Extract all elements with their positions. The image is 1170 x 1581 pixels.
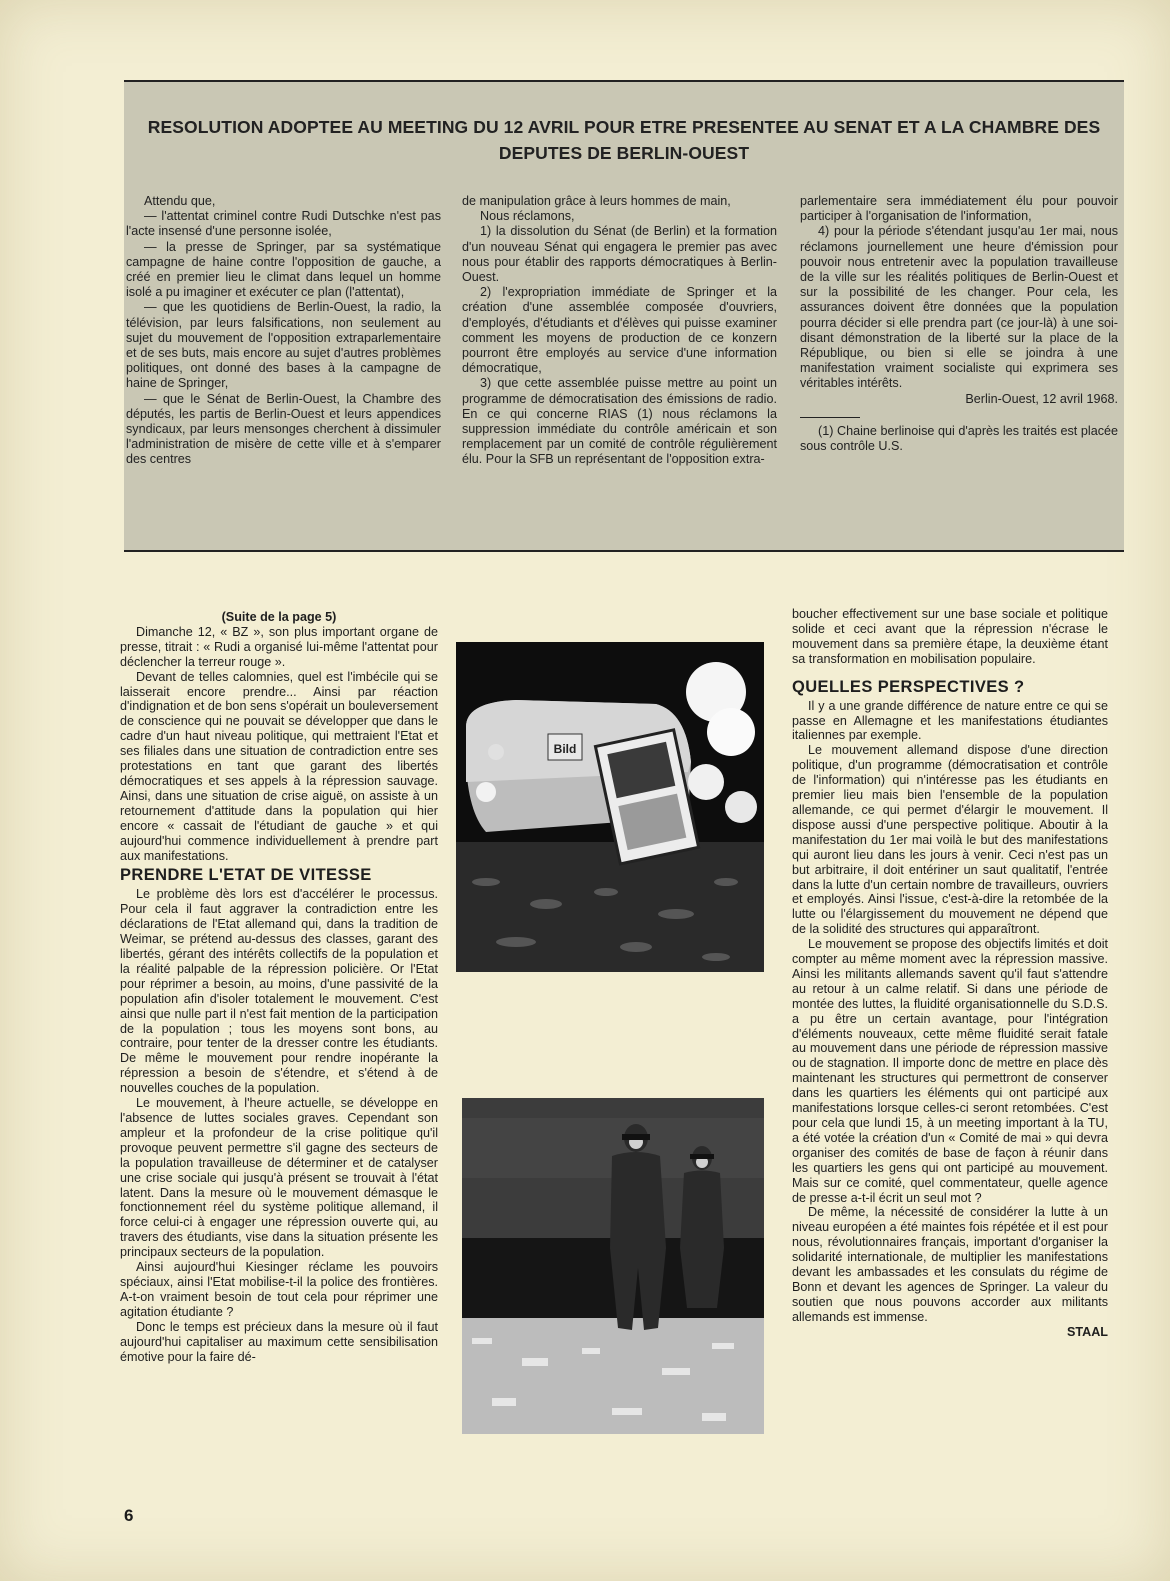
section-heading: PRENDRE L'ETAT DE VITESSE xyxy=(120,866,372,885)
resolution-paragraph: — l'attentat criminel contre Rudi Dutschke n'est pas l'acte insensé d'une personne isolée, xyxy=(126,209,441,239)
article-paragraph: De même, la nécessité de considérer la lutte à un niveau européen a été maintes fois répétée et il est pour nous, révolutionnaires français, important d'organiser la solidarité internationale, de multiplier les manifestations devant les ambassades et les consulats du régime de Bonn et devant les agences de Springer. La valeur du soutien que nous pouvons accorder aux militants allemands est immense. xyxy=(792,1205,1108,1324)
resolution-column-3 xyxy=(800,194,1118,454)
photo-policemen xyxy=(462,1098,764,1434)
section-heading: QUELLES PERSPECTIVES ? xyxy=(792,677,1025,696)
article-left-column xyxy=(120,610,438,1364)
resolution-footnote: (1) Chaine berlinoise qui d'après les traités est placée sous contrôle U.S. xyxy=(800,423,1118,454)
resolution-paragraph: 4) pour la période s'étendant jusqu'au 1er mai, nous réclamons journellement une heure d'émission pour pouvoir nous entretenir avec la population travailleuse de la ville sur les réalités politiques de Berlin-Ouest et sur la possibilité de les changer. Pour cela, les assurances doivent être données que la population pourra décider si elle prendra part (ce jour-là) à une soi-disant démonstration de la liberté sur la place de la République, ou bien si elle se joindra à une manifestation vraiment socialiste qui exprimera ses véritables intérêts. xyxy=(800,224,1118,391)
resolution-column-2 xyxy=(462,194,777,468)
page-number: 6 xyxy=(124,1506,134,1525)
resolution-title-line2: DEPUTES DE BERLIN-OUEST xyxy=(498,143,750,163)
resolution-paragraph: 1) la dissolution du Sénat (de Berlin) et la formation d'un nouveau Sénat qui engagera le premier pas avec nous pour établir des rapports démocratiques à Berlin-Ouest. xyxy=(462,224,777,285)
resolution-box xyxy=(124,80,1124,552)
resolution-paragraph: 3) que cette assemblée puisse mettre au point un programme de démocratisation des émissions de radio. En ce qui concerne RIAS (1) nous réclamons la suppression immédiate du contrôle américain et son remplacement par un comité de contrôle régulièrement élu. Pour la SFB un représentant de l'opposition extra- xyxy=(462,376,777,467)
resolution-title xyxy=(124,114,1124,166)
resolution-paragraph: Nous réclamons, xyxy=(480,209,575,224)
article-paragraph: Il y a une grande différence de nature entre ce qui se passe en Allemagne et les manifestations étudiantes italiennes par exemple. xyxy=(792,698,1108,743)
article-signature: STAAL xyxy=(1066,1324,1108,1339)
resolution-paragraph: parlementaire sera immédiatement élu pour pouvoir participer à l'organisation de l'information, xyxy=(800,194,1118,224)
article-paragraph: Devant de telles calomnies, quel est l'imbécile qui se laisserait encore prendre... Ainsi par réaction d'indignation et de bon sens s'opérait un bouleversement de conscience qui ne pouvait se développer que dans le cadre d'un haut niveau politique, qui mettraient l'Etat et ses filiales dans une situation de contradiction entre ses protestations en tant que garant des libertés démocratiques et ses appels à la répression sauvage. Ainsi, dans une situation de crise aiguë, on assiste à un retournement d'attitude dans la population qui hier encore « cassait de l'étudiant de gauche » et qui aujourd'hui commence individuellement à prendre part aux manifestations. xyxy=(120,669,438,863)
resolution-signature: Berlin-Ouest, 12 avril 1968. xyxy=(965,391,1118,406)
article-paragraph: boucher effectivement sur une base sociale et politique solide et ceci avant que la répression n'écrase le mouvement dans sa première étape, la deuxième étant sa transformation en mobilisation populaire. xyxy=(792,607,1108,666)
article-paragraph: Le mouvement se propose des objectifs limités et doit compter au même moment avec la répression massive. Ainsi les militants allemands savent qu'il faut s'attendre au retour à un calme relatif. Si dans une période de montée des luttes, la fluidité organisationnelle du S.D.S. a pu être un certain avantage, pour l'intégration d'éléments nouveaux, cette même fluidité serait fatale au mouvement dans une période de répression massive ou de stagnation. Il importe donc de mettre en place dès maintenant les structures qui permettront de conserver dans les quartiers les éléments qui ont participé aux manifestations lorsque celles-ci seront retombées. C'est pour cela que lundi 15, à un meeting important à la TU, a été votée la création d'un « Comité de mai » qui devra organiser des comités de base de façon à réunir dans les quartiers les gens qui ont participé au mouvement. Mais sur ce comité, quel commentateur, quelle agence de presse a-t-il écrit un seul mot ? xyxy=(792,937,1108,1205)
resolution-paragraph: de manipulation grâce à leurs hommes de main, xyxy=(462,194,731,208)
article-paragraph: Le mouvement allemand dispose d'une direction politique, d'un programme (démocratisation et contrôle de l'information) qui n'intéresse pas les étudiants en premier lieu mais bien l'ensemble de la population allemande, ce qui permet d'élargir le mouvement. Il dispose aussi d'une perspective politique. Aboutir à la manifestation du 1er mai voilà le but des manifestations qui auront lieu dans les jours à venir. Ceci n'est pas un but arbitraire, il doit entériner un saut qualitatif, l'entrée dans la lutte d'un certain nombre de travailleurs, ouvriers et employés. Ainsi l'issue, c'est-à-dire la retombée de la lutte ou l'élargissement du mouvement ne dépend que de la solidité des structures qui apparaîtront. xyxy=(792,743,1109,937)
resolution-paragraph: — que le Sénat de Berlin-Ouest, la Chambre des députés, les partis de Berlin-Ouest et leurs appendices syndicaux, par leurs mensonges cherchent à dissimuler l'administration de misère de cette ville et à s'emparer des centres xyxy=(126,391,441,467)
article-paragraph: Le mouvement, à l'heure actuelle, se développe en l'absence de luttes sociales graves. Cependant son ampleur et la profondeur de la crise politique qu'il provoque peuvent permettre s'il gagne des secteurs de la population travailleuse de déterminer et de catalyser une crise sociale qui jusqu'à présent se trouvait à l'état latent. Dans la mesure où le mouvement démasque le fonctionnement réel du système politique allemand, il force celui-ci à engager une répression ouverte qui, au travers des étudiants, vise dans la situation présente les principaux secteurs de la population. xyxy=(120,1096,438,1260)
resolution-column-1 xyxy=(126,194,441,468)
resolution-paragraph: Attendu que, xyxy=(144,194,216,208)
article-paragraph: Le problème dès lors est d'accélérer le processus. Pour cela il faut aggraver la contradiction entre les déclarations de l'Etat allemand qui, dans la tradition de Weimar, se prétend au-dessus des classes, garant des libertés, gérant des intérêts collectifs de la population et la réalité palpable de la répression policière. Or l'Etat pour réprimer a besoin, au moins, d'une passivité de la population afin d'isoler totalement le mouvement. C'est ainsi que nulle part il n'est fait mention de la participation de la population ; tous les moyens sont bons, au contraire, pour tenter de la dresser contre les étudiants. De même le mouvement pour rendre inopérante la répression a besoin de s'étendre, et s'étend à de nouvelles couches de la population. xyxy=(120,887,438,1096)
resolution-paragraph: 2) l'expropriation immédiate de Springer et la création d'une assemblée composée d'ouvriers, d'employés, d'étudiants et d'élèves qui puisse examiner comment les moyens de production de ce konzern pourront être employés au service d'une information démocratique, xyxy=(462,285,777,376)
continued-from-label: (Suite de la page 5) xyxy=(221,610,337,624)
footnote-rule xyxy=(800,417,860,418)
resolution-paragraph: — que les quotidiens de Berlin-Ouest, la radio, la télévision, par leurs falsifications, non seulement au sujet du mouvement de l'opposition extraparlementaire et de ses buts, mais encore au sujet d'autres problèmes politiques, ont donné des bases à la campagne de haine de Springer, xyxy=(126,300,441,391)
resolution-paragraph: — la presse de Springer, par sa systématique campagne de haine contre l'opposition de gauche, a créé en premier lieu le climat dans lequel un homme isolé a pu imaginer et exécuter ce plan (l'attentat), xyxy=(126,239,441,300)
resolution-title-line1: RESOLUTION ADOPTEE AU MEETING DU 12 AVRIL POUR ETRE PRESENTEE AU SENAT ET A LA CHAMBRE DES xyxy=(147,117,1101,137)
photo-burning-van xyxy=(456,642,764,972)
article-paragraph: Ainsi aujourd'hui Kiesinger réclame les pouvoirs spéciaux, ainsi l'Etat mobilise-t-il la police des frontières. A-t-on vraiment besoin de tout cela pour réprimer une agitation étudiante ? xyxy=(120,1260,438,1319)
van-sign-text: Bild xyxy=(553,742,577,756)
article-right-column xyxy=(792,607,1108,1340)
article-paragraph: Donc le temps est précieux dans la mesure où il faut aujourd'hui capitaliser au maximum cette sensibilisation émotive pour la faire dé- xyxy=(120,1319,438,1364)
article-paragraph: Dimanche 12, « BZ », son plus important organe de presse, titrait : « Rudi a organisé lui-même l'attentat pour déclencher la terreur rouge ». xyxy=(120,624,438,669)
